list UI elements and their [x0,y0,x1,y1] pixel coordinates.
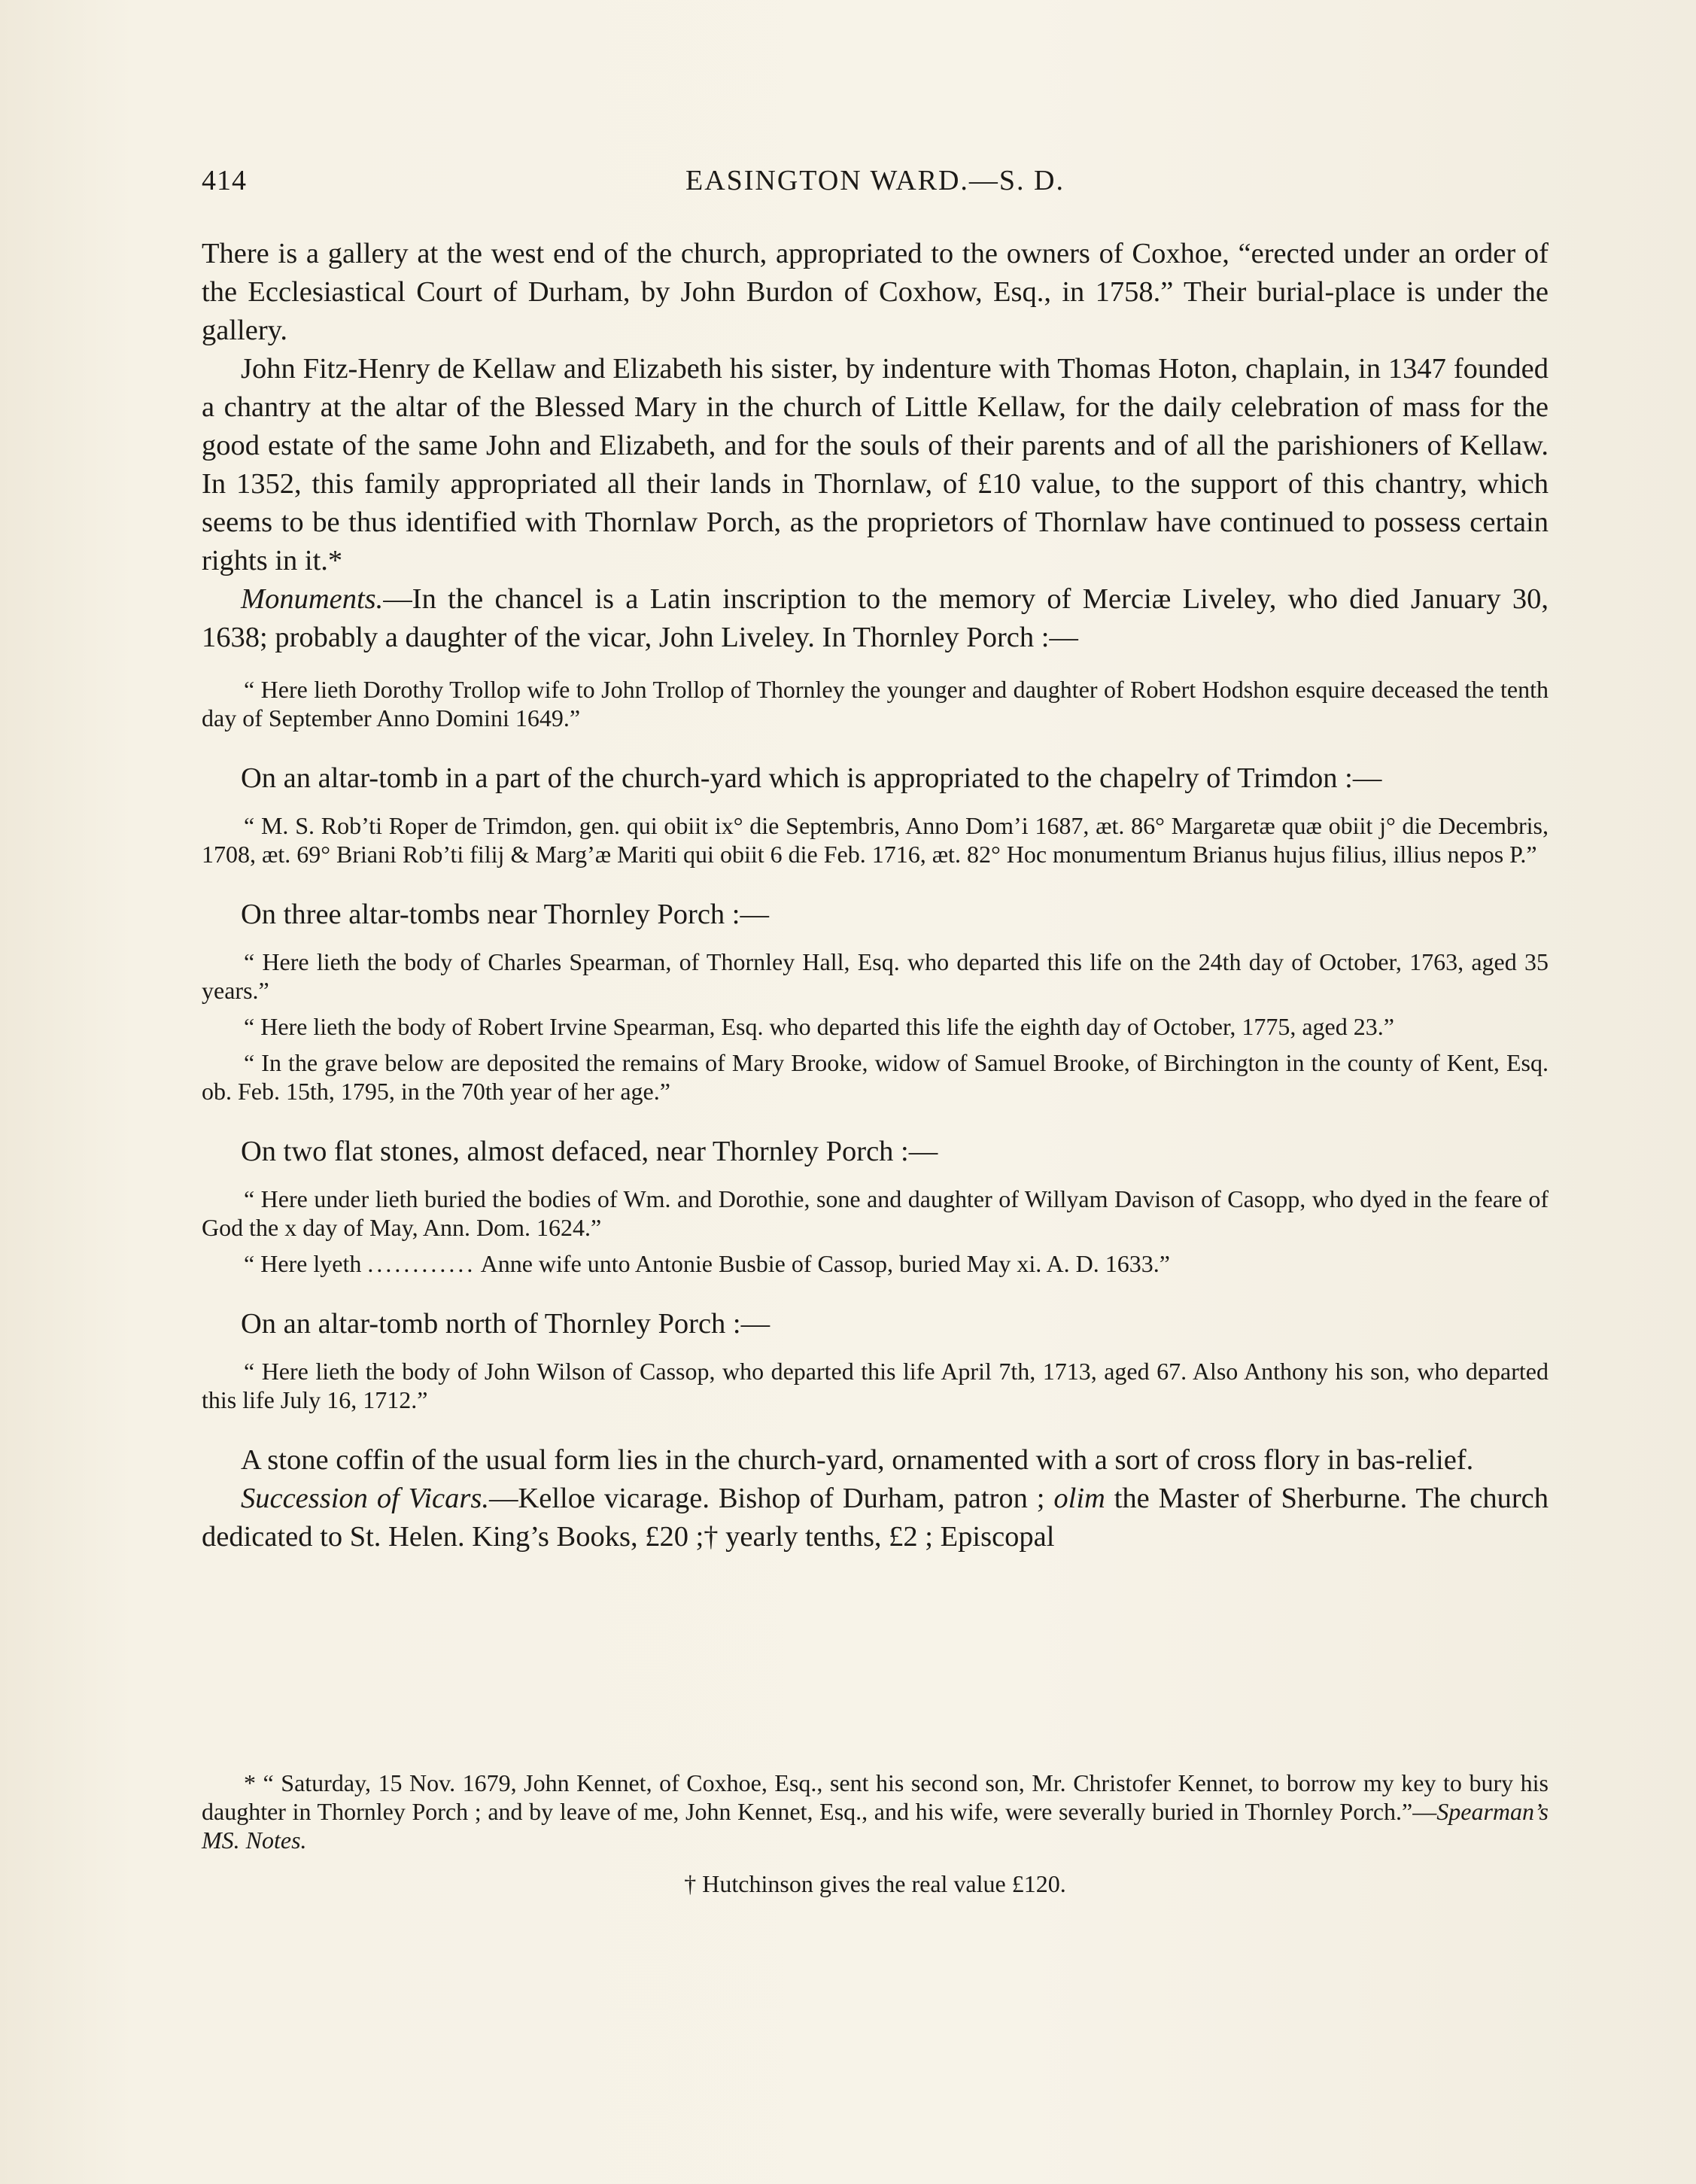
paragraph-gallery: There is a gallery at the west end of the church, appropriated to the owners of Coxhoe, “erected under an order of the Ecclesiastical Court of Durham, by John Burdon of Coxhow, Esq., in 1758.” Their burial-place is under the gallery. [202,238,1549,346]
succession-text-2: the Master of Sherburne. The church dedicated to St. Helen. King’s Books, £20 ;† yearly tenths, £2 ; Episcopal [202,1483,1549,1553]
paragraph-succession [202,1480,1549,1556]
monuments-heading: Monuments. [241,583,384,615]
inscription-mary-brooke: “ In the grave below are deposited the remains of Mary Brooke, widow of Samuel Brooke, of Birchington in the county of Kent, Esq. ob. Feb. 15th, 1795, in the 70th year of her age.” [202,1049,1549,1105]
footnote-star-source: Spearman’s MS. Notes. [202,1798,1549,1854]
inscription-charles-spearman: “ Here lieth the body of Charles Spearman, of Thornley Hall, Esq. who departed this life on the 24th day of October, 1763, aged 35 years.” [202,948,1549,1004]
paragraph-monuments [202,580,1549,657]
busbie-start: “ Here lyeth [244,1250,362,1277]
footnotes [202,1769,1549,1898]
intro-three-tombs: On three altar-tombs near Thornley Porch :— [241,899,770,930]
busbie-end: Anne wife unto Antonie Busbie of Cassop, buried May xi. A. D. 1633.” [480,1250,1170,1277]
running-title: EASINGTON WARD.—S. D. [685,165,1065,196]
succession-heading: Succession of Vicars. [241,1483,489,1514]
busbie-dots: ............ [367,1250,476,1277]
inscription-roper: “ M. S. Rob’ti Roper de Trimdon, gen. qui obiit ix° die Septembris, Anno Dom’i 1687, æt. 86° Margaretæ quæ obiit j° die Decembris, 1708, æt. 69° Briani Rob’ti filij & Marg’æ Mariti qui obiit 6 die Feb. 1716, æt. 82° Hoc monumentum Brianus hujus filius, illius nepos P.” [202,812,1549,868]
intro-flat-stones: On two flat stones, almost defaced, near Thornley Porch :— [241,1136,938,1167]
footnote-star-text: * “ Saturday, 15 Nov. 1679, John Kennet, of Coxhoe, Esq., sent his second son, Mr. Christofer Kennet, to borrow my key to bury his daughter in Thornley Porch ; and by leave of me, John Kennet, Esq., and his wife, were severally buried in Thornley Porch.”— [202,1769,1549,1825]
monuments-text: —In the chancel is a Latin inscription to the memory of Merciæ Liveley, who died January 30, 1638; probably a daughter of the vicar, John Liveley. In Thornley Porch :— [202,583,1549,653]
footnote-dagger: † Hutchinson gives the real value £120. [684,1870,1066,1897]
paragraph-chantry: John Fitz-Henry de Kellaw and Elizabeth his sister, by indenture with Thomas Hoton, chaplain, in 1347 founded a chantry at the altar of the Blessed Mary in the church of Little Kellaw, for the daily celebration of mass for the good estate of the same John and Elizabeth, and for the souls of their parents and of all the parishioners of Kellaw. In 1352, this family appropriated all their lands in Thornlaw, of £10 value, to the support of this chantry, which seems to be thus identified with Thornlaw Porch, as the proprietors of Thornlaw have continued to possess certain rights in it.* [202,353,1549,576]
inscription-wilson: “ Here lieth the body of John Wilson of Cassop, who departed this life April 7th, 1713, aged 67. Also Anthony his son, who departed this life July 16, 1712.” [202,1358,1549,1413]
footnote-star [202,1769,1549,1854]
page-header [202,164,1549,212]
inscription-busbie [202,1249,1549,1278]
succession-text-1: —Kelloe vicarage. Bishop of Durham, patron ; [488,1483,1045,1514]
page-number: 414 [202,165,247,196]
intro-north-tomb: On an altar-tomb north of Thornley Porch :— [241,1308,770,1340]
main-text [202,235,1549,1556]
succession-olim: olim [1053,1483,1105,1514]
inscription-davison: “ Here under lieth buried the bodies of Wm. and Dorothie, sone and daughter of Willyam Davison of Casopp, who dyed in the feare of God the x day of May, Ann. Dom. 1624.” [202,1185,1549,1241]
intro-trimdon: On an altar-tomb in a part of the church-yard which is appropriated to the chapelry of Trimdon :— [241,762,1382,794]
paragraph-stone-coffin: A stone coffin of the usual form lies in the church-yard, ornamented with a sort of cross flory in bas-relief. [241,1444,1474,1476]
inscription-robert-spearman: “ Here lieth the body of Robert Irvine Spearman, Esq. who departed this life the eighth day of October, 1775, aged 23.” [244,1013,1394,1040]
inscription-trollop: “ Here lieth Dorothy Trollop wife to John Trollop of Thornley the younger and daughter of Robert Hodshon esquire deceased the tenth day of September Anno Domini 1649.” [202,676,1549,732]
